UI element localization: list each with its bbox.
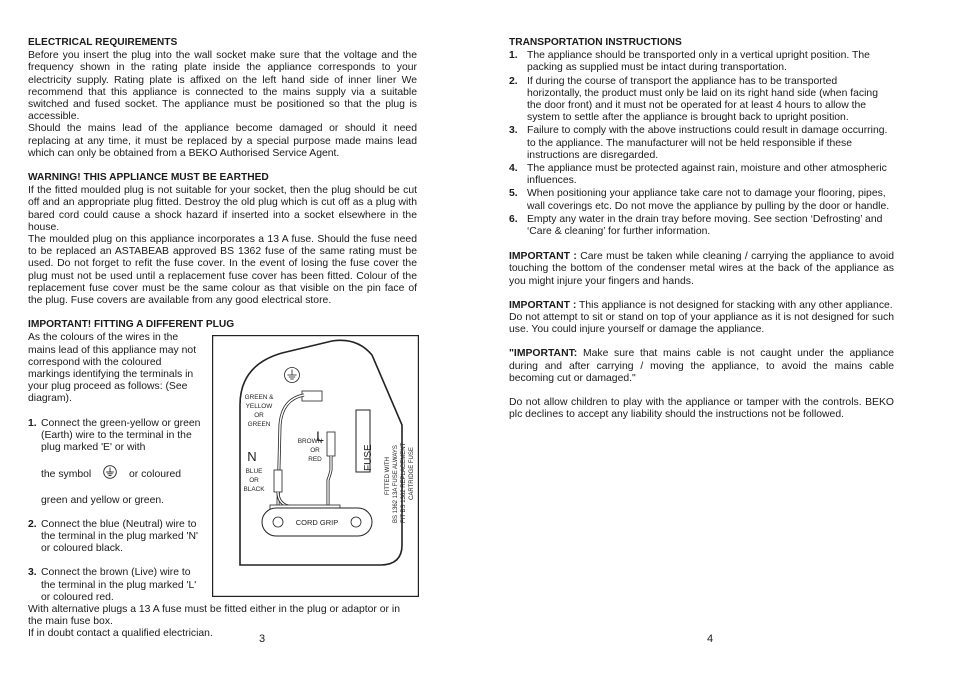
svg-text:BS 1362 13A FUSE ALWAYS: BS 1362 13A FUSE ALWAYS: [393, 445, 399, 523]
electrical-para-2: Should the mains lead of the appliance become damaged or should it need replacing at any time, it must be replaced by a special purpose made mains lead which can only be obtained from a BEKO Authorised Service Agent.: [28, 123, 417, 159]
svg-text:OR: OR: [254, 412, 264, 419]
transport-item-2: 2. If during the course of transport the appliance has to be transported horizontally, the product must only be laid on its right hand side (when facing the door front) and it must not be operated for at least 4 hours to allow the system to settle after the appliance is brought back to upright position.: [509, 75, 878, 124]
svg-text:OR: OR: [249, 477, 259, 484]
live-terminal: [327, 432, 335, 456]
svg-text:BLACK: BLACK: [243, 486, 265, 493]
step-3-text: Connect the brown (Live) wire to the terminal in the plug marked 'L' or coloured red.: [41, 567, 197, 603]
important-label: IMPORTANT :: [509, 299, 577, 311]
svg-text:BLUE: BLUE: [245, 468, 263, 475]
page-number-3: 3: [259, 633, 266, 645]
transport-item-3: 3. Failure to comply with the above instructions could result in damage occurring. to the appliance. The manufacturer will not be held responsible if these instructions are disregarded.: [509, 125, 888, 161]
transport-item-5: 5. When positioning your appliance take care not to damage your flooring, pipes, wall coverings etc. Do not move the appliance by pulling by the door or handle.: [509, 188, 890, 212]
important-label: "IMPORTANT:: [509, 348, 578, 360]
step-number: 3.: [28, 567, 37, 579]
important-stacking: IMPORTANT : This appliance is not designed for stacking with any other appliance.: [509, 299, 893, 311]
fitting-heading: IMPORTANT! FITTING A DIFFERENT PLUG: [28, 319, 235, 331]
earth-terminal: [302, 391, 322, 401]
neutral-terminal: [274, 470, 282, 492]
svg-text:FIT BS 1362 REPLACEMENT: FIT BS 1362 REPLACEMENT: [401, 442, 407, 523]
right-page: [509, 37, 894, 421]
earthed-para-2: The moulded plug on this appliance incorporates a 13 A fuse. Should the fuse need to be replaced an ASTABEAB approved BS 1362 fuse of the same rating must be used. Do not forget to refit the fuse cover. In the event of losing the fuse cover the plug must not be used until a replacement fuse cover has been fitted. Colour of the replacement fuse cover must be the same colour as that visible on the pin face of the plug. Fuse covers are available from any good electrical store.: [28, 234, 417, 307]
step-1-text-a: Connect the green-yellow or green (Earth) wire to the terminal in the plug marked 'E' or with: [41, 417, 201, 454]
fitting-outro-1: With alternative plugs a 13 A fuse must be fitted either in the plug or adaptor or in the main fuse box.: [28, 603, 400, 628]
svg-text:YELLOW: YELLOW: [245, 403, 273, 410]
sit-stand-warning: Do not attempt to sit or stand on top of your appliance as it is not designed for such use. You could injure yourself or damage the appliance.: [509, 312, 894, 336]
svg-text:GREEN &: GREEN &: [244, 394, 274, 401]
important-label: IMPORTANT :: [509, 251, 577, 263]
electrical-para-1: Before you insert the plug into the wall socket make sure that the voltage and the frequency shown in the rating plate inside the appliance corresponds to your electricity supply. Rating plate is affixed on the left hand side of inner liner We recommend that this appliance is connected to the mains supply via a suitable switched and fused socket. The appliance must be positioned so that the plug is accessible.: [28, 50, 417, 123]
step-1-text-c: green and yellow or green.: [41, 494, 165, 506]
important-cable: "IMPORTANT: Make sure that mains cable is not caught under the appliance during and after carrying / moving the appliance, to avoid the mains cable becoming cut or damaged.": [509, 348, 895, 384]
cord-grip-label: CORD GRIP: [295, 518, 339, 527]
fitting-step-3: [28, 567, 206, 604]
svg-text:GREEN: GREEN: [247, 421, 271, 428]
step-number: 2.: [28, 518, 37, 530]
important-condenser: IMPORTANT : Care must be taken while cleaning / carrying the appliance to avoid touching the bottom of the condenser metal wires at the back of the appliance as you might injure your fingers and hands.: [509, 251, 894, 287]
svg-text:RED: RED: [308, 456, 322, 463]
svg-text:CARTRIDGE FUSE: CARTRIDGE FUSE: [409, 447, 415, 500]
earth-symbol-icon: [100, 465, 120, 483]
plug-wiring-diagram: [212, 335, 419, 597]
transport-item-1: 1. The appliance should be transported only in a vertical upright position. The packing as supplied must be intact during transportation.: [509, 50, 870, 74]
live-letter: L: [316, 428, 324, 444]
fuse-label: FUSE: [363, 444, 374, 471]
svg-text:FITTED WITH: FITTED WITH: [385, 457, 391, 495]
step-2-text: Connect the blue (Neutral) wire to the terminal in the plug marked 'N' or coloured black.: [41, 518, 199, 555]
step-number: 1.: [28, 417, 37, 429]
earthed-heading: WARNING! THIS APPLIANCE MUST BE EARTHED: [28, 172, 269, 184]
svg-text:BROWN: BROWN: [297, 438, 323, 445]
fitting-step-2: [28, 519, 206, 556]
transport-list: [509, 50, 894, 238]
neutral-letter: N: [247, 449, 257, 464]
svg-text:OR: OR: [310, 447, 320, 454]
transport-item-6: 6. Empty any water in the drain tray before moving. See section ‘Defrosting’ and ‘Care & cleaning’ for further information.: [509, 213, 883, 238]
fitting-intro: As the colours of the wires in the mains lead of this appliance may not correspond with the coloured markings identifying the terminals in your plug proceed as follows: (See diagram).: [28, 332, 197, 405]
step-1-text-b2: or coloured: [129, 469, 182, 481]
fitting-outro-2: If in doubt contact a qualified electrician.: [28, 628, 213, 640]
electrical-heading: ELECTRICAL REQUIREMENTS: [28, 37, 178, 48]
step-1-text-b1: the symbol: [41, 469, 92, 481]
page-number-4: 4: [707, 633, 714, 645]
fitting-instructions: [28, 332, 206, 603]
transport-heading: TRANSPORTATION INSTRUCTIONS: [509, 37, 682, 48]
fitting-step-1: [28, 418, 206, 507]
earthed-para-1: If the fitted moulded plug is not suitable for your socket, then the plug should be cut off and an appropriate plug fitted. Destroy the old plug which is cut off as a plug with bared cord could cause a shock hazard if inserted into a socket elsewhere in the house.: [28, 185, 417, 233]
transport-item-4: 4. The appliance must be protected against rain, moisture and other atmospheric influences.: [509, 163, 887, 187]
children-warning: Do not allow children to play with the appliance or tamper with the controls. BEKO plc declines to accept any liability should the instructions not be followed.: [509, 397, 894, 421]
